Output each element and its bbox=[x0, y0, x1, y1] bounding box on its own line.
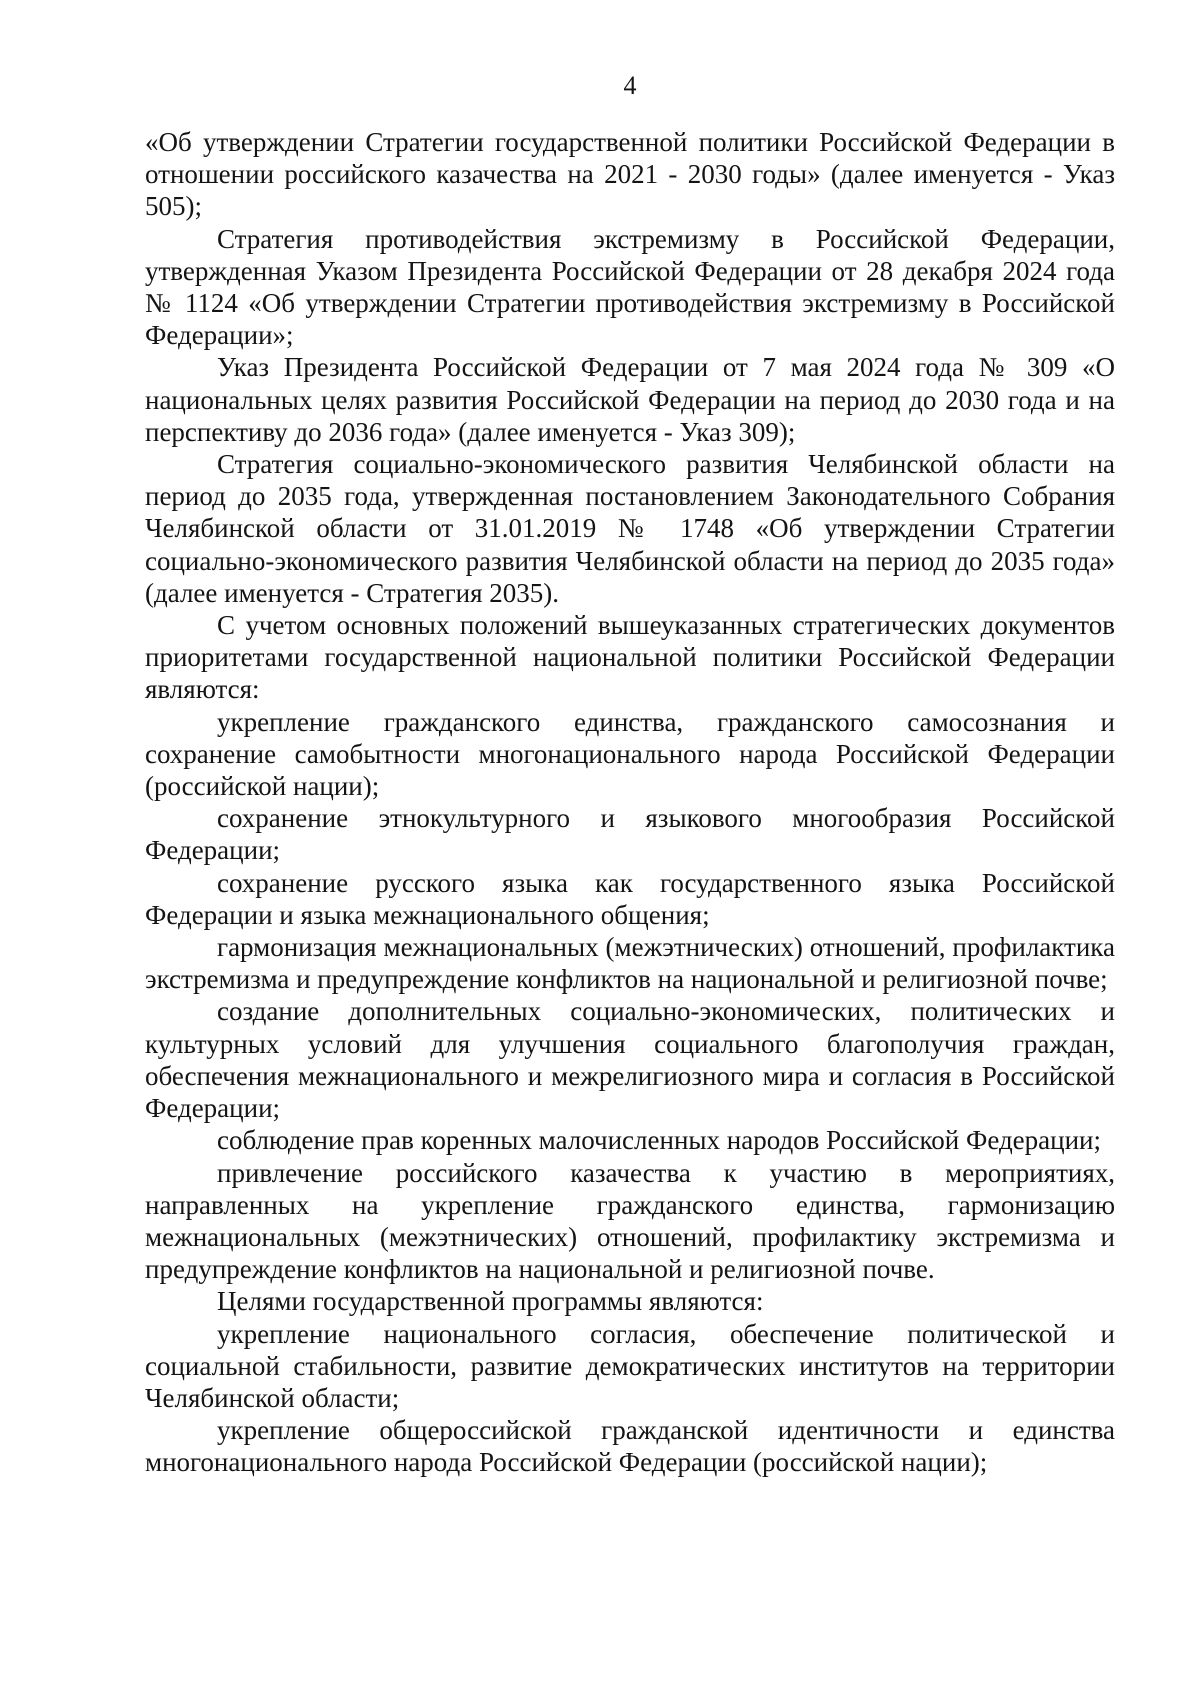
list-item-priority-indigenous: соблюдение прав коренных малочисленных народов Российской Федерации; bbox=[217, 1125, 1101, 1156]
paragraph-priorities-intro: С учетом основных положений вышеуказанных стратегических документов приоритетами государственной национальной политики Российской Федерации являются: bbox=[145, 610, 1115, 705]
list-item-priority-russian-language: сохранение русского языка как государственного языка Российской Федерации и языка межнационального общения; bbox=[145, 867, 1115, 930]
paragraph-goals-intro: Целями государственной программы являются: bbox=[217, 1286, 764, 1317]
list-item-goal-accord: укрепление национального согласия, обеспечение политической и социальной стабильности, развитие демократических институтов на территории Челябинской области; bbox=[145, 1318, 1115, 1413]
page-number: 4 bbox=[623, 71, 637, 100]
list-item-priority-harmonization: гармонизация межнациональных (межэтнических) отношений, профилактика экстремизма и предупреждение конфликтов на национальной и религиозной почве; bbox=[145, 932, 1115, 995]
paragraph-ukaz-309: Указ Президента Российской Федерации от 7 мая 2024 года № 309 «О национальных целях развития Российской Федерации на период до 2030 года и на перспективу до 2036 года» (далее именуется - Указ 309); bbox=[145, 352, 1115, 447]
list-item-priority-cossacks: привлечение российского казачества к участию в мероприятиях, направленных на укрепление гражданского единства, гармонизацию межнациональных (межэтнических) отношений, профилактику экстремизма и предупреждение конфликтов на национальной и религиозной почве. bbox=[145, 1157, 1115, 1285]
list-item-priority-unity: укрепление гражданского единства, гражданского самосознания и сохранение самобытности многонационального народа Российской Федерации (российской нации); bbox=[145, 706, 1115, 802]
document-body bbox=[145, 126, 1115, 1479]
paragraph-strategy-extremism: Стратегия противодействия экстремизму в Российской Федерации, утвержденная Указом Президента Российской Федерации от 28 декабря 2024 года № 1124 «Об утверждении Стратегии противодействия экстремизму в Российской Федерации»; bbox=[145, 223, 1115, 351]
paragraph-strategy-2035: Стратегия социально-экономического развития Челябинской области на период до 2035 года, утвержденная постановлением Законодательного Собрания Челябинской области от 31.01.2019 № 1748 «Об утверждении Стратегии социально-экономического развития Челябинской области на период до 2035 года» (далее именуется - Стратегия 2035). bbox=[145, 449, 1115, 608]
paragraph-ukaz-505-continuation: «Об утверждении Стратегии государственной политики Российской Федерации в отношении российского казачества на 2021 - 2030 годы» (далее именуется - Указ 505); bbox=[145, 127, 1115, 222]
list-item-priority-diversity: сохранение этнокультурного и языкового многообразия Российской Федерации; bbox=[145, 803, 1115, 866]
list-item-goal-identity: укрепление общероссийской гражданской идентичности и единства многонационального народа Российской Федерации (российской нации); bbox=[145, 1415, 1115, 1478]
list-item-priority-conditions: создание дополнительных социально-экономических, политических и культурных условий для улучшения социального благополучия граждан, обеспечения межнационального и межрелигиозного мира и согласия в Российской Федерации; bbox=[145, 996, 1115, 1124]
